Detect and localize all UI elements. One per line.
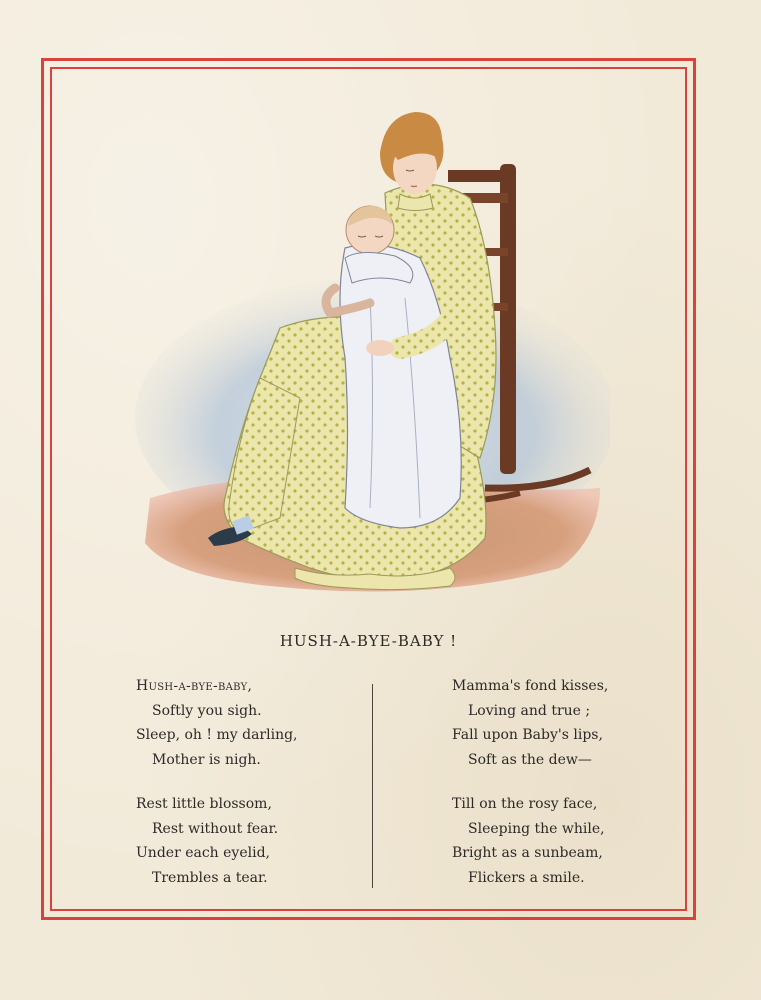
right-stanza-2 xyxy=(452,792,605,890)
poem-line: Bright as a sunbeam, xyxy=(452,845,603,861)
poem-line: Sleeping the while, xyxy=(468,820,605,837)
poem-line: Hush-a-bye-baby, xyxy=(136,678,253,694)
poem-line: Trembles a tear. xyxy=(152,869,268,886)
poem-line: Flickers a smile. xyxy=(468,869,585,886)
left-stanza-2 xyxy=(136,792,278,890)
poem-line: Loving and true ; xyxy=(468,702,591,719)
poem-line: Mother is nigh. xyxy=(152,751,261,768)
left-stanza-1 xyxy=(136,674,298,772)
poem-line: Softly you sigh. xyxy=(152,702,262,719)
poem-line: Sleep, oh ! my darling, xyxy=(136,727,298,743)
poem-line: Fall upon Baby's lips, xyxy=(452,727,603,743)
poem-line: Till on the rosy face, xyxy=(452,796,598,812)
poem-line: Rest little blossom, xyxy=(136,796,272,812)
poem-line: Soft as the dew— xyxy=(468,751,592,768)
poem-title: HUSH-A-BYE-BABY ! xyxy=(279,632,458,650)
poem-line: Mamma's fond kisses, xyxy=(452,678,609,694)
column-divider xyxy=(372,684,373,888)
right-stanza-1 xyxy=(452,674,608,772)
poem-line: Under each eyelid, xyxy=(136,845,270,861)
mother-and-baby-illustration xyxy=(130,98,610,598)
poem-line: Rest without fear. xyxy=(152,820,279,837)
